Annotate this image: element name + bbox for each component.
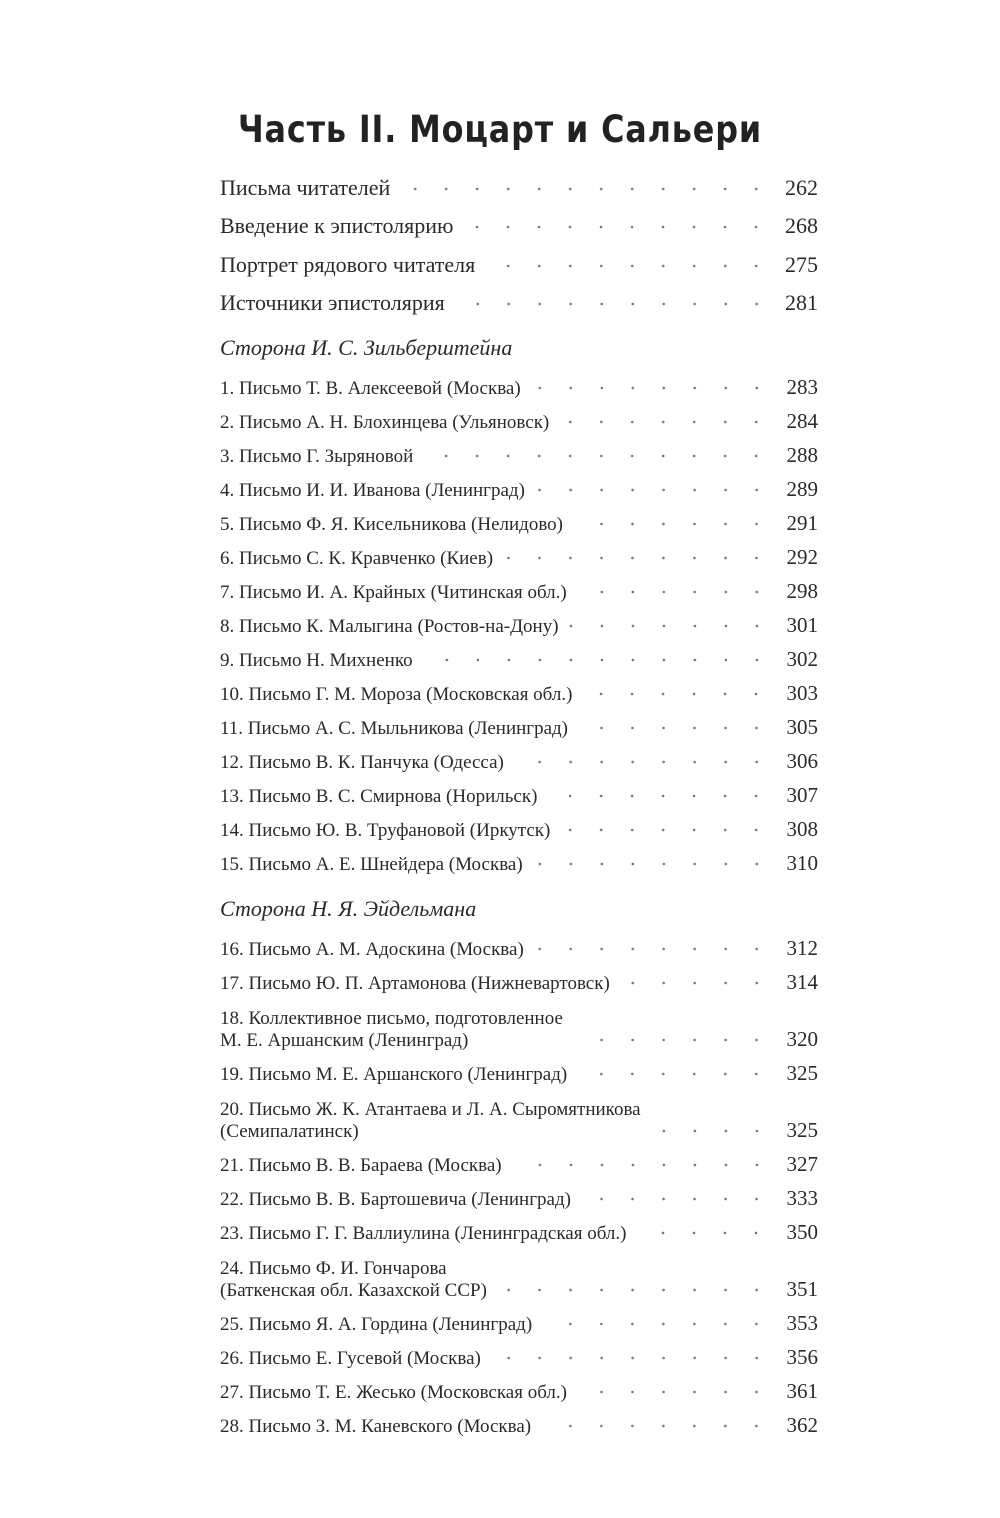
toc-page-number: 308 [786,817,818,841]
toc-entry-title: 24. Письмо Ф. И. Гончарова (Баткенская обл. Казахской ССР) [220,1258,491,1302]
toc-entry-title: 3. Письмо Г. Зыряновой [220,446,417,468]
dot-leader [578,723,772,733]
dot-leader [573,1035,772,1045]
dot-leader [573,519,772,529]
toc-entry-title: 10. Письмо Г. М. Мороза (Московская обл.) [220,684,576,706]
toc-entry-title: 19. Письмо М. Е. Аршанского (Ленинград) [220,1064,571,1086]
toc-entry[interactable] [220,1245,818,1302]
toc-page-number: 301 [786,613,818,637]
dot-leader [463,222,772,232]
toc-page-number: 305 [786,715,818,739]
toc-page-number: 303 [786,681,818,705]
toc-entry[interactable] [220,672,818,706]
dot-leader [514,757,772,767]
toc-entry[interactable] [220,162,818,201]
toc-entry-title: Источники эпистолярия [220,290,449,316]
toc-entry[interactable] [220,638,818,672]
toc-entry-title: 12. Письмо В. К. Панчука (Одесса) [220,752,508,774]
toc-entry-title: 18. Коллективное письмо, подготовленное М. Е. Аршанским (Ленинград) [220,1008,567,1052]
toc-page-number: 353 [786,1311,818,1335]
dot-leader [582,689,772,699]
dot-leader [497,1285,772,1295]
toc-page-number: 302 [786,647,818,671]
toc-entry[interactable] [220,434,818,468]
toc-entry-title: 4. Письмо И. И. Иванова (Ленинград) [220,480,529,502]
toc-page-number: 281 [785,290,818,315]
toc-page-number: 312 [786,936,818,960]
toc-entry[interactable] [220,1052,818,1086]
dot-leader [560,825,772,835]
toc-page-number: 289 [786,477,818,501]
toc-page-number: 325 [786,1118,818,1142]
toc-entry[interactable] [220,1086,818,1143]
toc-entry[interactable] [220,1336,818,1370]
dot-leader [491,1353,772,1363]
toc-entry-title: 6. Письмо С. К. Кравченко (Киев) [220,548,497,570]
toc-entry[interactable] [220,808,818,842]
dot-leader [559,417,772,427]
toc-entry[interactable] [220,400,818,434]
dot-leader [512,1160,772,1170]
toc-entry[interactable] [220,536,818,570]
section-title: Сторона И. С. Зильберштейна [220,335,513,360]
toc-page-number: 288 [786,443,818,467]
toc-page-number: 350 [786,1220,818,1244]
dot-leader [581,1194,772,1204]
dot-leader [455,299,772,309]
section-entries [220,366,818,876]
toc-entry[interactable] [220,1177,818,1211]
toc-entry[interactable] [220,1143,818,1177]
toc-entry-title: Введение к эпистолярию [220,213,457,239]
toc-page-number: 292 [786,545,818,569]
dot-leader [533,859,772,869]
toc-page-number: 351 [786,1277,818,1301]
section-entries [220,927,818,1438]
toc-entry-title: 2. Письмо А. Н. Блохинцева (Ульяновск) [220,412,553,434]
toc-entry-title: 25. Письмо Я. А. Гордина (Ленинград) [220,1314,536,1336]
section-title: Сторона Н. Я. Эйдельмана [220,896,477,921]
toc-entry[interactable] [220,502,818,536]
toc-entry[interactable] [220,740,818,774]
toc-page-number: 333 [786,1186,818,1210]
toc-entry[interactable] [220,201,818,240]
dot-leader [577,1069,772,1079]
toc-entry[interactable] [220,278,818,317]
toc-entry-title: 7. Письмо И. А. Крайных (Читинская обл.) [220,582,571,604]
toc-page-number: 327 [786,1152,818,1176]
toc-entry-title: 8. Письмо К. Малыгина (Ростов-на-Дону) [220,616,563,638]
toc-entry-title: 16. Письмо А. М. Адоскина (Москва) [220,939,528,961]
toc-page-number: 291 [786,511,818,535]
part-title: Часть II. Моцарт и Сальери [237,108,763,151]
toc-entry-title: 26. Письмо Е. Гусевой (Москва) [220,1348,485,1370]
toc-page-number: 310 [786,851,818,875]
toc-entry-title: 23. Письмо Г. Г. Валлиулина (Ленинградская обл.) [220,1223,630,1245]
toc-page-number: 306 [786,749,818,773]
dot-leader [577,1387,772,1397]
toc-page-number: 298 [786,579,818,603]
section-zilbershtein [220,330,818,876]
toc-entry-title: 14. Письмо Ю. В. Труфановой (Иркутск) [220,820,554,842]
toc-page-number: 268 [785,213,818,238]
dot-leader [531,383,772,393]
toc-page-number: 275 [785,251,818,277]
dot-leader [620,978,772,988]
toc-page-number: 320 [786,1027,818,1051]
toc-entry[interactable] [220,1211,818,1245]
toc-page-number: 262 [785,174,818,200]
dot-leader [547,791,772,801]
dot-leader [569,621,772,631]
toc-entry-title: 21. Письмо В. В. Бараева (Москва) [220,1155,506,1177]
dot-leader [423,655,772,665]
toc-entry-title: 13. Письмо В. С. Смирнова (Норильск) [220,786,541,808]
toc-entry-title: 27. Письмо Т. Е. Жесько (Московская обл.) [220,1382,571,1404]
toc-entry-title: Портрет рядового читателя [220,252,479,278]
toc-entry[interactable] [220,1404,818,1438]
toc-entry[interactable] [220,468,818,502]
dot-leader [636,1228,772,1238]
toc-page-number: 361 [786,1379,818,1403]
toc-entry[interactable] [220,706,818,740]
toc-entry-title: 5. Письмо Ф. Я. Кисельникова (Нелидово) [220,514,567,536]
toc-page-number: 325 [786,1061,818,1085]
main-toc-list [220,162,818,316]
toc-page-number: 362 [786,1413,818,1437]
toc-entry-title: 1. Письмо Т. В. Алексеевой (Москва) [220,378,525,400]
toc-entry-title: 15. Письмо А. Е. Шнейдера (Москва) [220,854,527,876]
dot-leader [541,1421,772,1431]
toc-entry[interactable] [220,604,818,638]
toc-page-number: 314 [786,970,818,994]
toc-page-number: 307 [786,783,818,807]
dot-leader [503,553,772,563]
dot-leader [651,1126,772,1136]
toc-page-number: 356 [786,1345,818,1369]
toc-entry[interactable] [220,570,818,604]
toc-page-number: 283 [786,375,818,399]
toc-page-number: 284 [786,409,818,433]
dot-leader [577,587,772,597]
toc-entry-title: 11. Письмо А. С. Мыльникова (Ленинград) [220,718,572,740]
toc-entry[interactable] [220,842,818,876]
dot-leader [534,944,772,954]
toc-entry[interactable] [220,239,818,278]
toc-entry-title: 28. Письмо З. М. Каневского (Москва) [220,1416,535,1438]
toc-entry[interactable] [220,366,818,400]
dot-leader [400,184,772,194]
toc-entry[interactable] [220,1302,818,1336]
dot-leader [423,451,772,461]
toc-entry[interactable] [220,774,818,808]
toc-entry[interactable] [220,961,818,995]
dot-leader [485,261,772,271]
dot-leader [535,485,772,495]
toc-entry-title: 20. Письмо Ж. К. Атантаева и Л. А. Сыромятникова (Семипалатинск) [220,1099,645,1143]
section-eidelman [220,891,818,1438]
toc-entry-title: 22. Письмо В. В. Бартошевича (Ленинград) [220,1189,575,1211]
toc-entry-title: 17. Письмо Ю. П. Артамонова (Нижневартовск) [220,973,614,995]
toc-entry[interactable] [220,995,818,1052]
toc-entry[interactable] [220,927,818,961]
toc-entry[interactable] [220,1370,818,1404]
dot-leader [542,1319,772,1329]
toc-entry-title: 9. Письмо Н. Михненко [220,650,417,672]
toc-entry-title: Письма читателей [220,175,394,201]
